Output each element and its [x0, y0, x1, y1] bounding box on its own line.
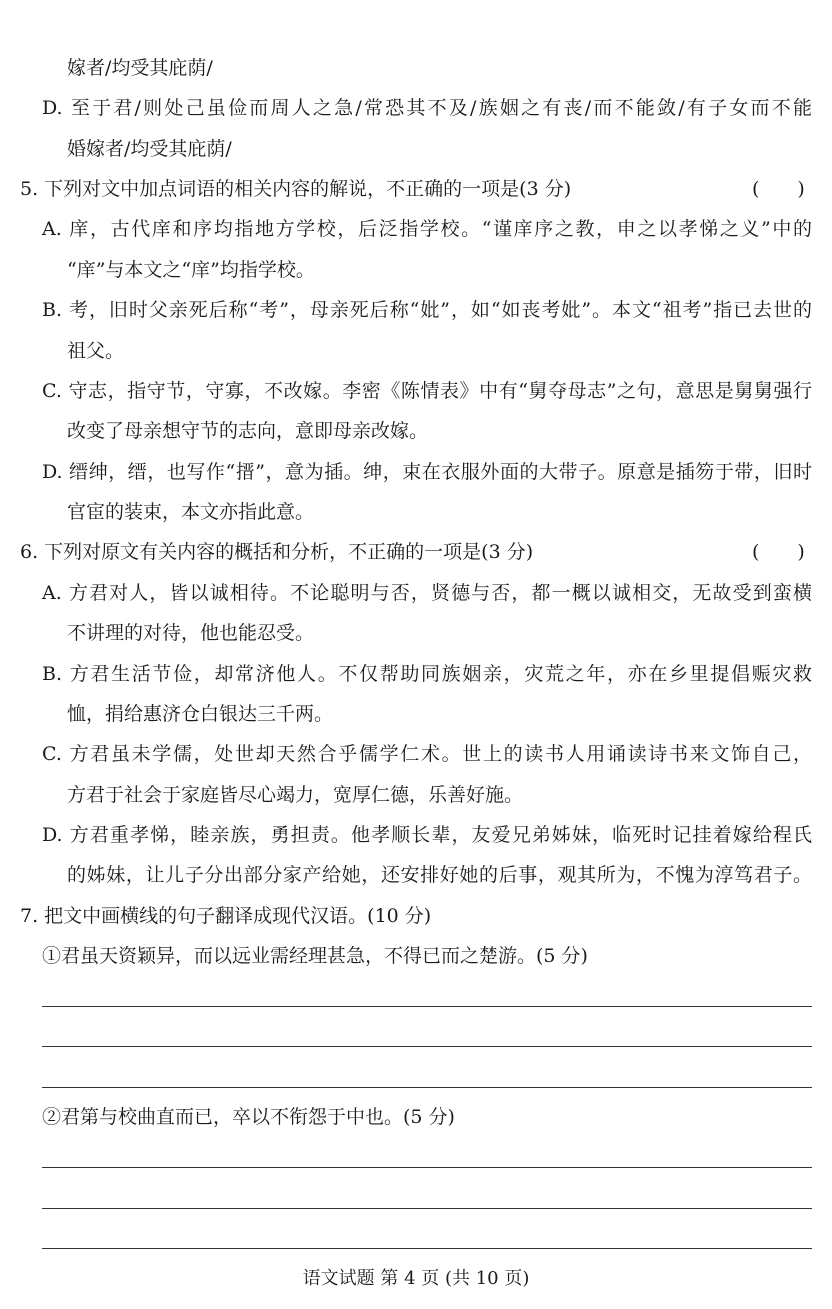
page-footer: 语文试题 第 4 页 (共 10 页): [302, 1268, 530, 1289]
q5-option-c-cont: 改变了母亲想守节的志向，意即母亲改嫁。: [67, 420, 429, 442]
q6-option-b: B. 方君生活节俭，却常济他人。不仅帮助同族姻亲，灾荒之年，亦在乡里提倡赈灾救: [42, 663, 812, 685]
q6-option-a: A. 方君对人，皆以诚相待。不论聪明与否，贤德与否，都一概以诚相交，无故受到蛮横: [42, 582, 812, 604]
q7-sentence-2: ②君第与校曲直而已，卒以不衔怨于中也。(5 分): [42, 1106, 455, 1128]
q6-option-c: C. 方君虽未学儒，处世却天然合乎儒学仁术。世上的读书人用诵读诗书来文饰自己，: [42, 743, 812, 765]
q5-option-b: B. 考，旧时父亲死后称“考”，母亲死后称“妣”，如“如丧考妣”。本文“祖考”指已去世的: [42, 299, 812, 321]
q6-option-d: D. 方君重孝悌，睦亲族，勇担责。他孝顺长辈，友爱兄弟姊妹，临死时记挂着嫁给程氏: [42, 824, 812, 846]
q7-sentence-1: ①君虽天资颖异，而以远业需经理甚急，不得已而之楚游。(5 分): [42, 945, 588, 967]
answer-line[interactable]: [42, 1046, 812, 1047]
answer-parentheses: ( ): [752, 541, 805, 563]
question-6-stem: 6. 下列对原文有关内容的概括和分析，不正确的一项是(3 分): [20, 541, 534, 563]
answer-line[interactable]: [42, 1248, 812, 1249]
q6-option-a-cont: 不讲理的对待，他也能忍受。: [67, 622, 315, 644]
q5-option-d: D. 缙绅，缙，也写作“搢”，意为插。绅，束在衣服外面的大带子。原意是插笏于带，旧时: [42, 461, 812, 483]
q5-option-c: C. 守志，指守节，守寡，不改嫁。李密《陈情表》中有“舅夺母志”之句，意思是舅舅强行: [42, 380, 812, 402]
q5-option-b-cont: 祖父。: [67, 340, 125, 362]
answer-line[interactable]: [42, 1167, 812, 1168]
answer-line[interactable]: [42, 1006, 812, 1007]
option-d-line: D. 至于君/则处己虽俭而周人之急/常恐其不及/族姻之有丧/而不能敛/有子女而不能: [42, 97, 812, 119]
q5-option-a-cont: “庠”与本文之“庠”均指学校。: [67, 259, 315, 281]
answer-line[interactable]: [42, 1208, 812, 1209]
text-line: 嫁者/均受其庇荫/: [67, 57, 213, 79]
answer-parentheses: ( ): [752, 178, 805, 200]
q5-option-d-cont: 官宦的装束，本文亦指此意。: [67, 501, 315, 523]
q6-option-d-cont: 的姊妹，让儿子分出部分家产给她，还安排好她的后事，观其所为，不愧为淳笃君子。: [67, 864, 812, 886]
question-7-stem: 7. 把文中画横线的句子翻译成现代汉语。(10 分): [20, 905, 432, 927]
question-5-stem: 5. 下列对文中加点词语的相关内容的解说，不正确的一项是(3 分): [20, 178, 572, 200]
q6-option-b-cont: 恤，捐给惠济仓白银达三千两。: [67, 703, 334, 725]
q6-option-c-cont: 方君于社会于家庭皆尽心竭力，宽厚仁德，乐善好施。: [67, 784, 524, 806]
answer-line[interactable]: [42, 1087, 812, 1088]
text-line: 婚嫁者/均受其庇荫/: [67, 138, 232, 160]
q5-option-a: A. 庠，古代庠和序均指地方学校，后泛指学校。“谨庠序之教，申之以孝悌之义”中的: [42, 218, 812, 240]
